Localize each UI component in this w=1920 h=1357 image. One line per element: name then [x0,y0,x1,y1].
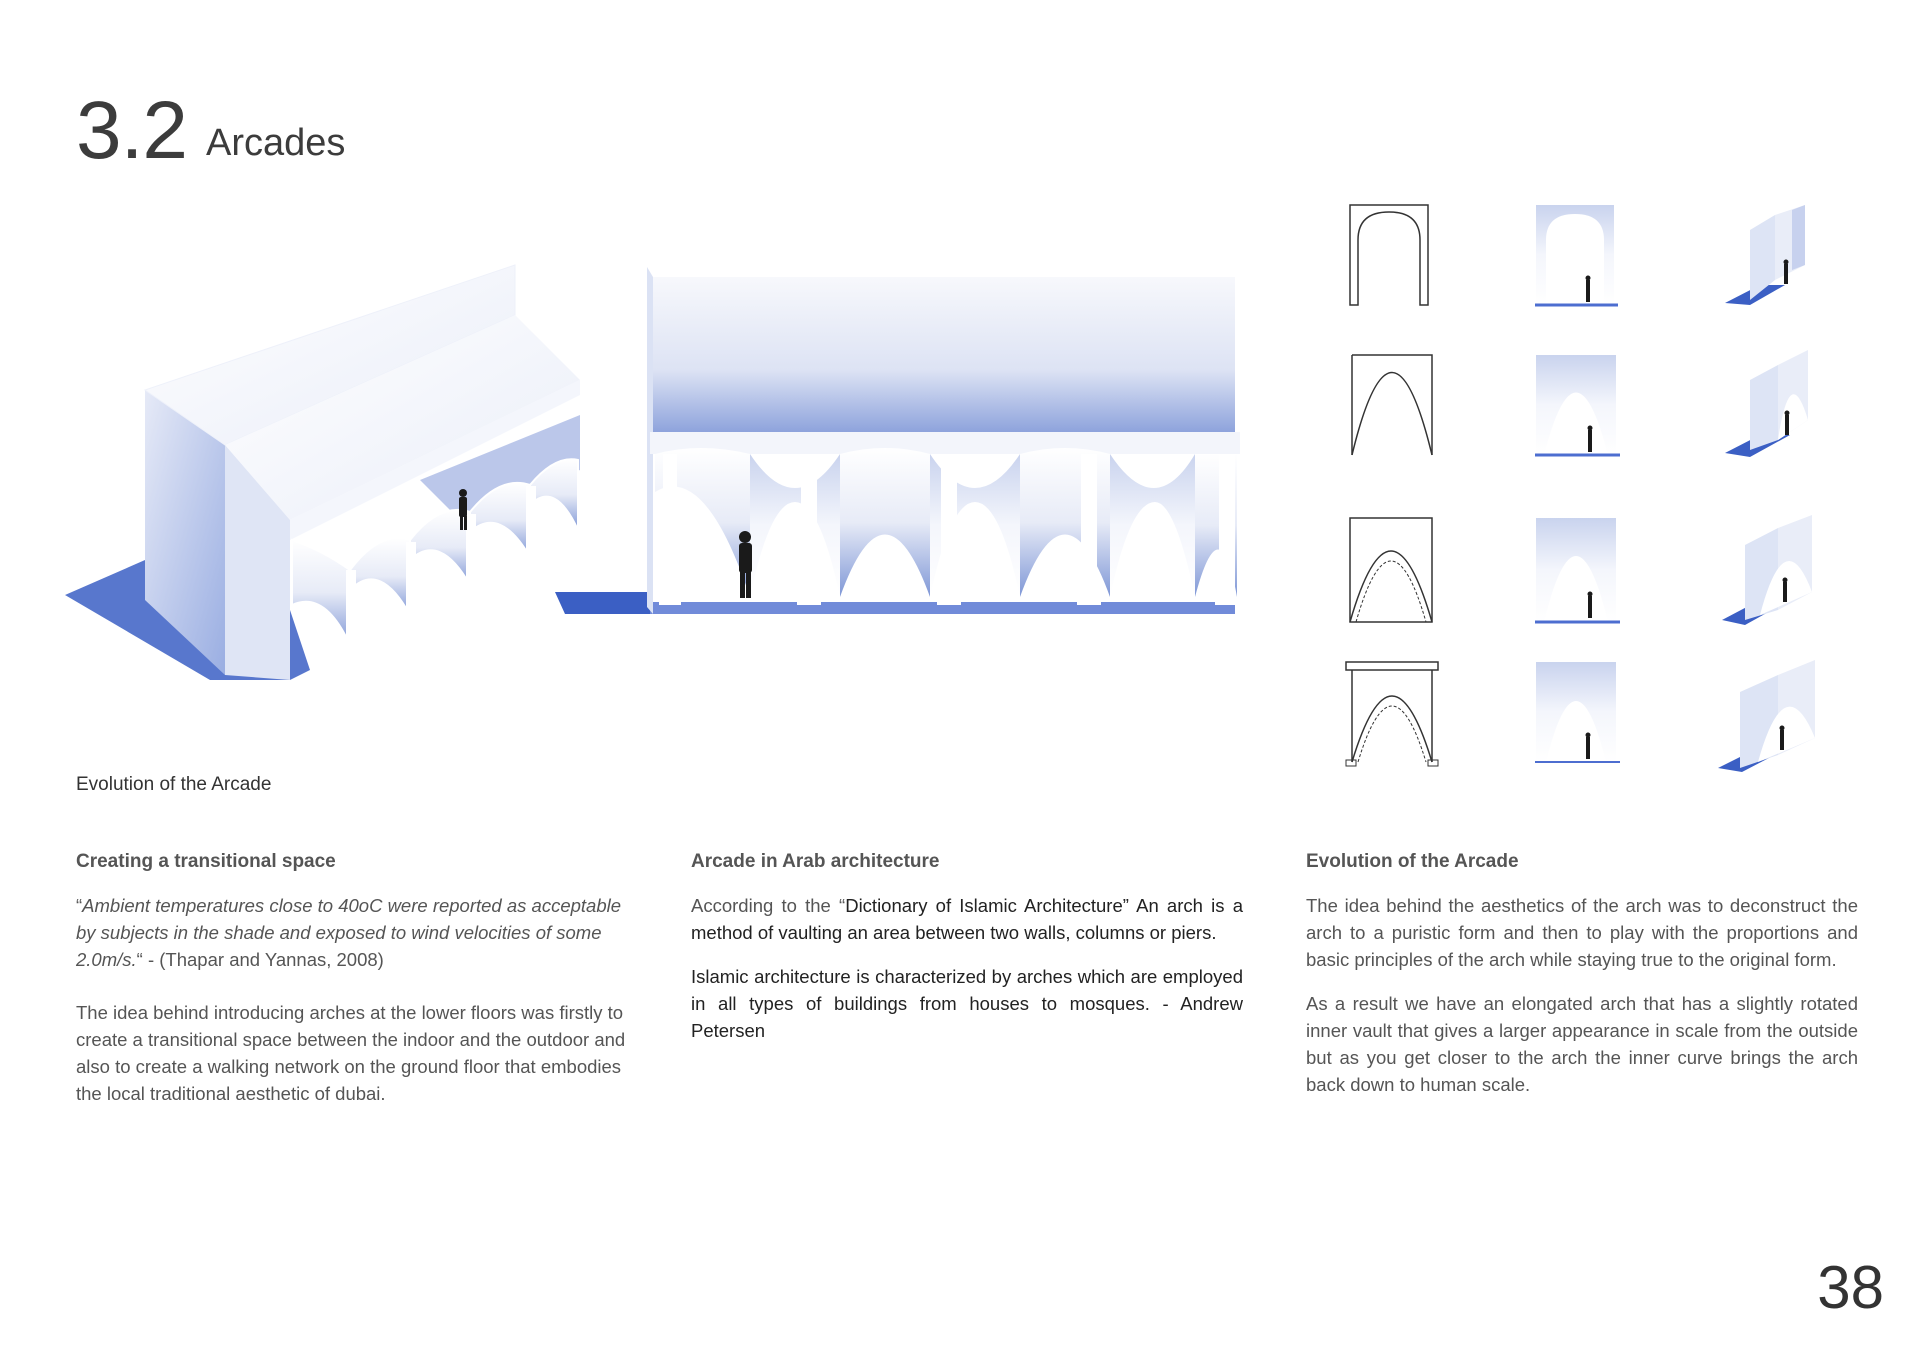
quote-paragraph [76,892,628,973]
figure-caption: Evolution of the Arcade [76,774,272,795]
column-title: Evolution of the Arcade [1306,851,1519,872]
column-arab-architecture [691,848,1243,1061]
column-title: Arcade in Arab architecture [691,851,940,872]
paragraph-prefix: According to the “ [691,895,846,916]
quote-mark: “ [76,895,83,916]
section-title: Arcades [206,122,346,164]
column-evolution [1306,848,1858,1115]
body-paragraph: The idea behind the aesthetics of the arch was to deconstruct the arch to a puristic form and then to play with the proportions and basic principles of the arch while staying true to the original form. [1306,895,1858,970]
body-paragraph [691,892,1243,946]
arch-study-row-4 [1346,660,1815,772]
arcade-isometric-illustration [60,260,590,680]
arch-studies-grid [1330,200,1850,800]
body-paragraph: Islamic architecture is characterized by arches which are employed in all types of buildings from houses to mosques. - Andrew Petersen [691,966,1243,1041]
column-title: Creating a transitional space [76,851,336,872]
arcade-elevation-illustration [555,262,1250,622]
body-paragraph: As a result we have an elongated arch that has a slightly rotated inner vault that gives a larger appearance in scale from the outside but as you get closer to the arch the inner curve brings the arch back down to human scale. [1306,993,1858,1095]
person-silhouette [459,489,467,530]
quote-citation: “ - (Thapar and Yannas, 2008) [136,949,384,970]
arch-study-row-3 [1350,515,1812,625]
page-number: 38 [1817,1254,1884,1321]
quote-text: Ambient temperatures close to 40oC were reported as acceptable by subjects in the shade and exposed to wind velocities of some 2.0m/s. [76,895,622,970]
body-paragraph: The idea behind introducing arches at the lower floors was firstly to create a transitional space between the indoor and the outdoor and also to create a walking network on the ground floor that embodies the local traditional aesthetic of dubai. [76,1002,626,1104]
section-number: 3.2 [76,85,187,176]
column-transitional-space [76,848,628,1124]
arch-study-row-1 [1350,205,1805,305]
paragraph-definition: Dictionary of Islamic Architecture” An arch is a method of vaulting an area between two walls, columns or piers. [691,895,1243,943]
arch-study-row-2 [1352,350,1808,457]
